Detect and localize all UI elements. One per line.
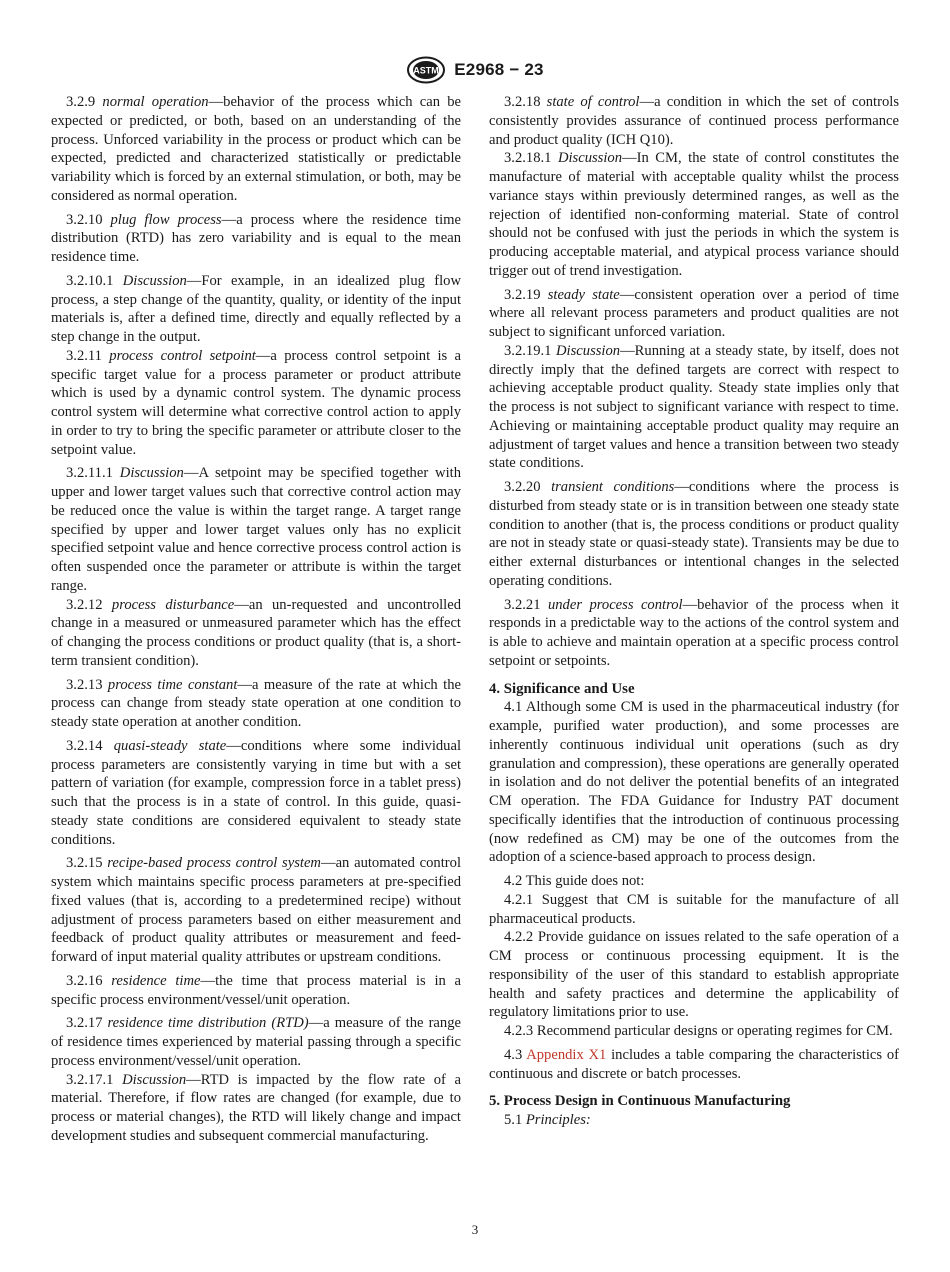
discussion-3-2-17-1: 3.2.17.1 Discussion—RTD is impacted by the flow rate of a material. Therefore, if flow rates are changed (for example, due to process or material changes), the RTD will likely change and impact development studies and subsequent commercial manufacturing. xyxy=(51,1071,461,1144)
astm-logo-icon xyxy=(406,56,446,84)
discussion-3-2-11-1: 3.2.11.1 Discussion—A setpoint may be specified together with upper and lower target values such that corrective control action may be reduced once the value is within the target range. A target range specified by upper and lower target values only has no explicit specified setpoint value and hence corrective process control action is often suspended once the parameter or attribute is within the target range. xyxy=(51,465,461,594)
section-4-heading: 4. Significance and Use xyxy=(489,680,635,697)
definition-3-2-19: 3.2.19 steady state—consistent operation over a period of time where all relevant process parameters and product qualities are not subject to significant unforced variation. xyxy=(489,286,900,340)
discussion-3-2-19-1: 3.2.19.1 Discussion—Running at a steady state, by itself, does not directly imply that the defined targets are correct with respect to achieving acceptable product quality. Steady state implies only that the process is not subject to significant variance with respect to time. Achieving or maintaining acceptable product quality may require an adjustment of target values and hence a transition between two steady state conditions. xyxy=(489,342,899,472)
left-column xyxy=(51,93,461,1146)
right-column xyxy=(489,93,899,1130)
definition-3-2-11: 3.2.11 process control setpoint—a process control setpoint is a specific target value for a process parameter or product attribute which is used by a dynamic control system. The dynamic process control system will determine what corrective control action to apply in order to try to bring the specific parameter or attribute closer to the setpoint value. xyxy=(51,347,461,458)
section-5-heading: 5. Process Design in Continuous Manufacturing xyxy=(489,1093,791,1110)
definition-3-2-21: 3.2.21 under process control—behavior of the process when it responds in a predictable way to the actions of the control system and is able to achieve and maintain operation at a specific process control setpoint or setpoints. xyxy=(489,596,899,669)
definition-3-2-13: 3.2.13 process time constant—a measure of the rate at which the process can change from steady state operation at one condition to steady state operation at another condition. xyxy=(51,676,461,730)
discussion-3-2-18-1: 3.2.18.1 Discussion—In CM, the state of control constitutes the manufacture of material with acceptable quality whilst the process variance stays within previously determined ranges, as well as the rejection of identified non-conforming material. State of control should not be confused with just the periods in which the system is producing acceptable material, and atypical process variance should trigger out of trend investigation. xyxy=(489,150,899,279)
definition-3-2-10: 3.2.10 plug flow process—a process where the residence time distribution (RTD) has zero variability and is equal to the mean residence time. xyxy=(51,211,461,265)
paragraph-4-2-2: 4.2.2 Provide guidance on issues related to the safe operation of a CM process or continuous processing equipment. It is the responsibility of the user of this standard to establish appropriate health and safety practices and determine the applicability of regulatory limitations prior to use. xyxy=(489,929,899,1021)
definition-3-2-15: 3.2.15 recipe-based process control system—an automated control system which maintains specific process parameters at pre-specified fixed values (that is, according to a predetermined recipe) without adjustment of process parameters based on either measurement and feedback of product quality attributes or measurement and feed-forward of input material quality attributes or upstream conditions. xyxy=(51,855,461,965)
definition-3-2-16: 3.2.16 residence time—the time that process material is in a specific process environment/vessel/unit operation. xyxy=(51,972,462,1008)
page-header xyxy=(0,55,950,85)
definition-3-2-9: 3.2.9 normal operation—behavior of the process which can be expected or predicted, or both, based on an understanding of the process. Unforced variability in the process or product which can be expected, predicted and characterized statistically or predictable variability which is forced by an external stimulation, or both, may be considered as normal operation. xyxy=(51,94,461,204)
paragraph-4-2-3: 4.2.3 Recommend particular designs or operating regimes for CM. xyxy=(504,1023,893,1039)
paragraph-4-3: 4.3 Appendix X1 includes a table comparing the characteristics of continuous and discrete or batch processes. xyxy=(489,1046,899,1082)
paragraph-4-2: 4.2 This guide does not: xyxy=(504,873,645,889)
paragraph-4-2-1: 4.2.1 Suggest that CM is suitable for the manufacture of all pharmaceutical products. xyxy=(489,891,899,927)
paragraph-4-1: 4.1 Although some CM is used in the pharmaceutical industry (for example, purified water production), and some processes are inherently continuous individual unit operations (such as dry granulation and compression), these operations are generally operated in isolation and do not deliver the potential benefits of an integrated CM operation. The FDA Guidance for Industry PAT document specifically identifies that the introduction of continuous processing (now redefined as CM) may be one of the outcomes from the adoption of a science-based approach to process design. xyxy=(489,699,899,866)
definition-3-2-17: 3.2.17 residence time distribution (RTD)—a measure of the range of residence times experienced by material passing through a specific process environment/vessel/unit operation. xyxy=(51,1015,461,1069)
discussion-3-2-10-1: 3.2.10.1 Discussion—For example, in an idealized plug flow process, a step change of the quantity, quality, or identity of the input materials is, after a defined time, directly and equally reflected by a step change in the output. xyxy=(51,272,461,345)
definition-3-2-20: 3.2.20 transient conditions—conditions where the process is disturbed from steady state or is in transition between one steady state condition to another (that is, the process conditions or product quality are not in steady state or quasi-steady state). Transients may be due to either external disturbances or intentional changes in the selected operating conditions. xyxy=(489,479,899,589)
appendix-x1-link[interactable]: Appendix X1 xyxy=(526,1046,607,1063)
page-number: 3 xyxy=(471,1222,479,1237)
definition-3-2-18: 3.2.18 state of control—a condition in which the set of controls consistently provides assurance of continued process performance and product quality (ICH Q10). xyxy=(489,94,899,148)
document-designation: E2968 − 23 xyxy=(454,60,544,79)
svg-text:ASTM: ASTM xyxy=(413,65,440,76)
paragraph-5-1: 5.1 Principles: xyxy=(504,1112,591,1128)
definition-3-2-12: 3.2.12 process disturbance—an un-requested and uncontrolled change in a measured or unmeasured parameter which has the effect of changing the process conditions or product quality (that is, a short-term transient condition). xyxy=(51,596,462,669)
definition-3-2-14: 3.2.14 quasi-steady state—conditions where some individual process parameters are consistently varying in time but with a set pattern of variation (for example, compression force in a tablet press) such that the process is in a state of control. In this guide, quasi-steady state conditions are considered equivalent to steady state conditions. xyxy=(51,737,461,848)
